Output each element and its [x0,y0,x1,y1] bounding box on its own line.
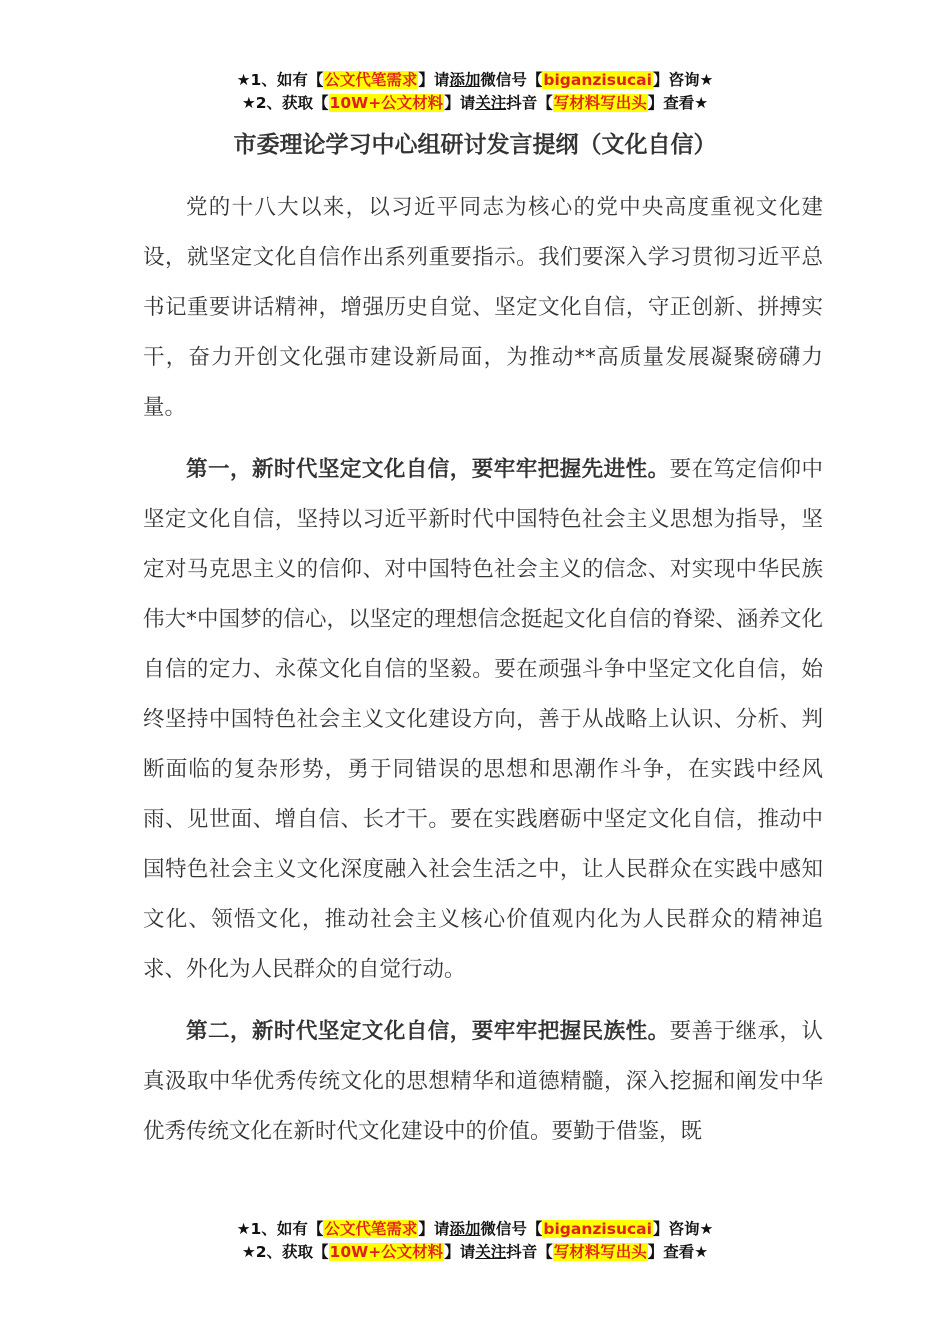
star-icon: ★ [236,71,251,89]
banner-text: 】咨询 [652,71,700,89]
banner-emphasis: 添加 [449,1220,481,1238]
footer-banner [0,1218,950,1264]
paragraph-second [143,1007,823,1157]
banner-text: 】咨询 [652,1220,700,1238]
banner-highlight: 10W+公文材料 [329,94,444,112]
banner-text: 】请 [444,1243,476,1261]
banner-emphasis: 关注 [475,1243,507,1261]
header-banner [0,69,950,115]
banner-emphasis: 添加 [449,71,481,89]
star-icon: ★ [236,1220,251,1238]
banner-highlight: 公文代笔需求 [324,71,418,89]
banner-text: 抖音【 [506,94,553,112]
banner-line-2 [0,92,950,115]
paragraph-first [143,445,823,995]
paragraph-intro [143,183,823,433]
banner-text: 】请 [418,1220,450,1238]
paragraph-text: 要在笃定信仰中坚定文化自信，坚持以习近平新时代中国特色社会主义思想为指导，坚定对马克思主义的信仰、对中国特色社会主义的信念、对实现中华民族伟大*中国梦的信心，以坚定的理想信念挺起文化自信的脊梁、涵养文化自信的定力、永葆文化自信的坚毅。要在顽强斗争中坚定文化自信，始终坚持中国特色社会主义文化建设方向，善于从战略上认识、分析、判断面临的复杂形势，勇于同错误的思想和思潮作斗争，在实践中经风雨、见世面、增自信、长才干。要在实践磨砺中坚定文化自信，推动中国特色社会主义文化深度融入社会生活之中，让人民群众在实践中感知文化、领悟文化，推动社会主义核心价值观内化为人民群众的精神追求、外化为人民群众的自觉行动。 [143,457,823,982]
paragraph-lead: 第二，新时代坚定文化自信，要牢牢把握民族性。 [186,1019,670,1044]
star-icon: ★ [241,1243,256,1261]
banner-highlight: 公文代笔需求 [324,1220,418,1238]
star-icon: ★ [694,94,709,112]
banner-highlight: biganzisucai [543,71,652,89]
banner-text: 抖音【 [506,1243,553,1261]
banner-text: 1、如有【 [250,71,324,89]
banner-text: 】查看 [647,1243,695,1261]
paragraph-text: 要善于继承，认真汲取中华优秀传统文化的思想精华和道德精髓，深入挖掘和阐发中华优秀传统文化在新时代文化建设中的价值。要勤于借鉴，既 [143,1019,823,1144]
star-icon: ★ [699,71,714,89]
banner-text: 2、获取【 [255,1243,329,1261]
banner-text: 】请 [444,94,476,112]
banner-highlight: 写材料写出头 [553,1243,647,1261]
star-icon: ★ [699,1220,714,1238]
star-icon: ★ [241,94,256,112]
banner-text: 1、如有【 [250,1220,324,1238]
banner-text: 2、获取【 [255,94,329,112]
document-title: 市委理论学习中心组研讨发言提纲（文化自信） [233,132,717,158]
banner-highlight: 写材料写出头 [553,94,647,112]
banner-text: 微信号【 [480,1220,543,1238]
banner-line-1 [0,1218,950,1241]
banner-text: 】查看 [647,94,695,112]
star-icon: ★ [694,1243,709,1261]
banner-highlight: 10W+公文材料 [329,1243,444,1261]
banner-line-2 [0,1241,950,1264]
banner-highlight: biganzisucai [543,1220,652,1238]
banner-emphasis: 关注 [475,94,507,112]
document-body [143,183,823,1157]
banner-line-1 [0,69,950,92]
banner-text: 微信号【 [480,71,543,89]
banner-text: 】请 [418,71,450,89]
paragraph-text: 党的十八大以来，以习近平同志为核心的党中央高度重视文化建设，就坚定文化自信作出系列重要指示。我们要深入学习贯彻习近平总书记重要讲话精神，增强历史自觉、坚定文化自信，守正创新、拼搏实干，奋力开创文化强市建设新局面，为推动**高质量发展凝聚磅礴力量。 [143,195,823,420]
paragraph-lead: 第一，新时代坚定文化自信，要牢牢把握先进性。 [186,457,670,482]
